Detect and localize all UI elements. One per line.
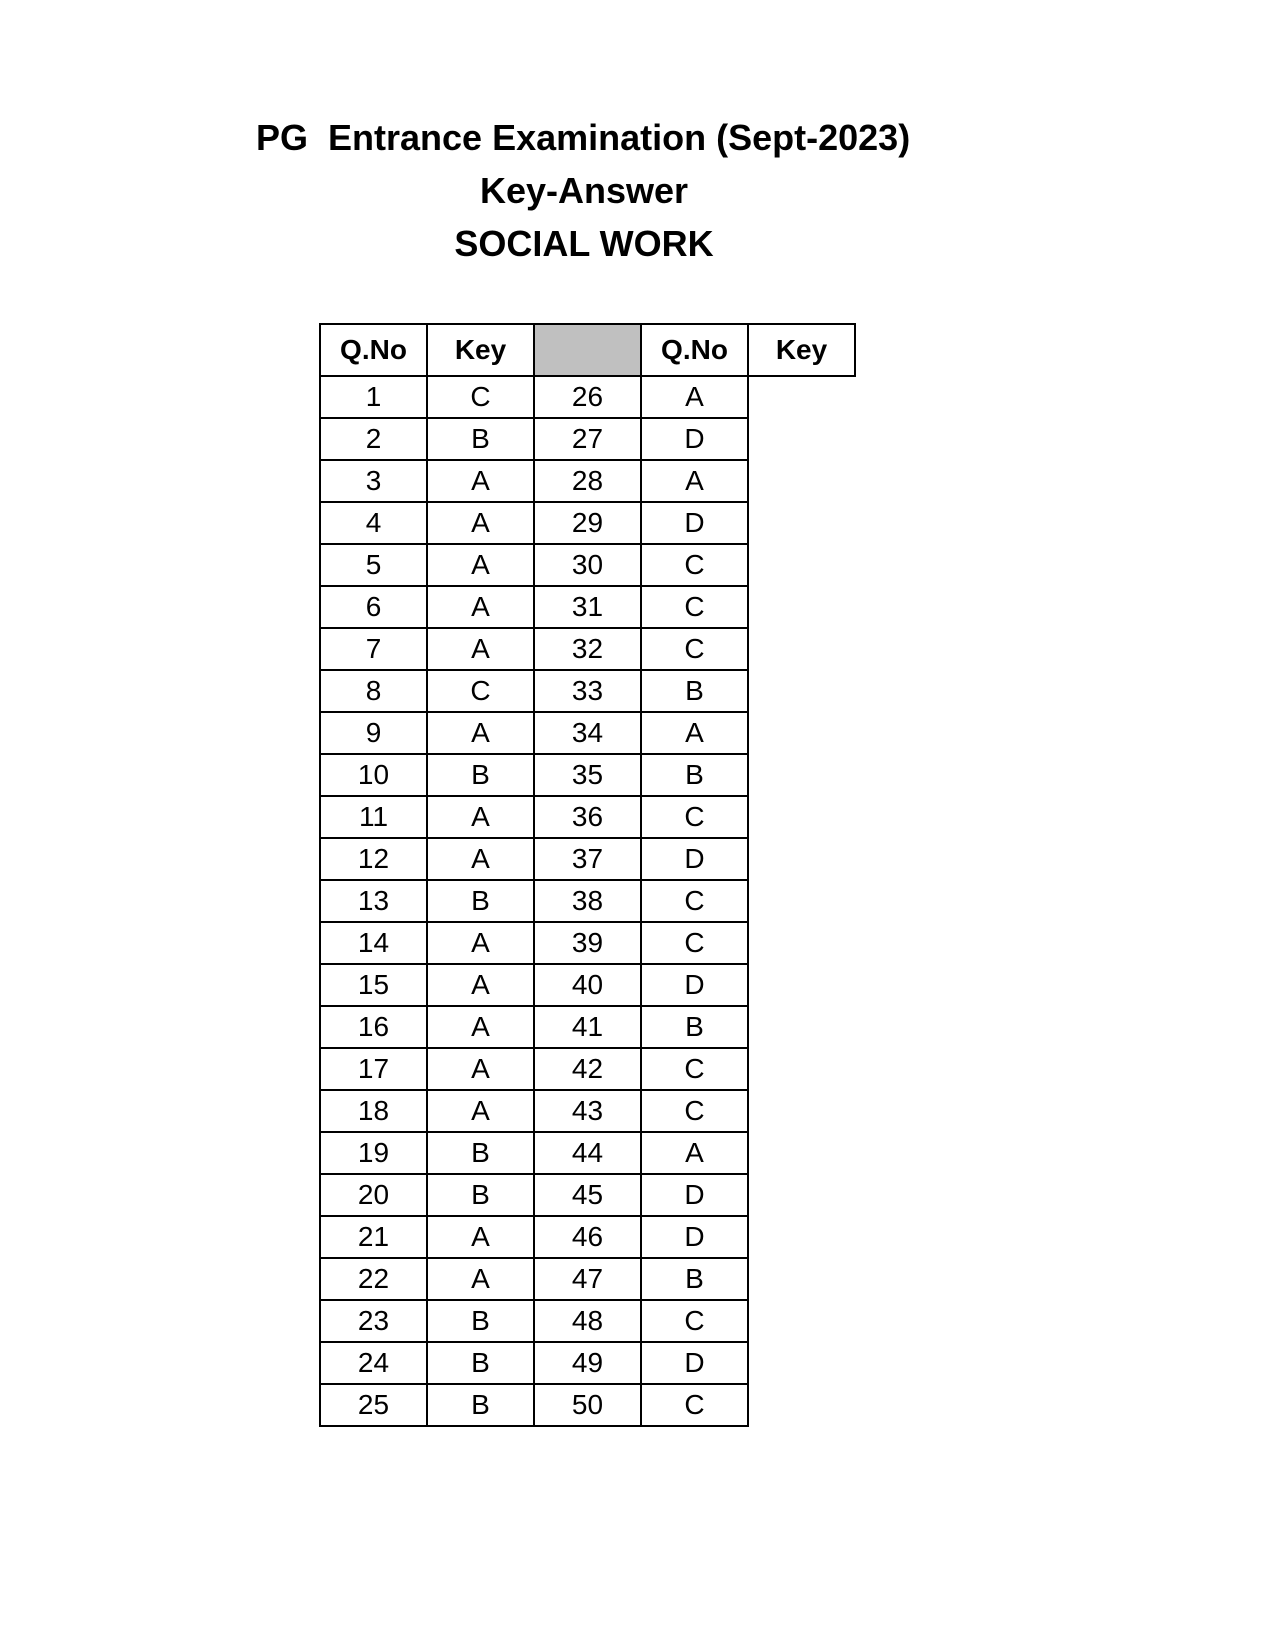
question-number-cell: 47 bbox=[534, 1258, 641, 1300]
answer-key-cell: B bbox=[427, 418, 534, 460]
question-number-cell: 30 bbox=[534, 544, 641, 586]
answer-key-cell: D bbox=[641, 964, 748, 1006]
answer-key-cell: C bbox=[641, 1048, 748, 1090]
question-number-cell: 8 bbox=[320, 670, 427, 712]
question-number-cell: 19 bbox=[320, 1132, 427, 1174]
answer-key-cell: B bbox=[641, 670, 748, 712]
answer-key-cell: B bbox=[427, 1300, 534, 1342]
question-number-cell: 1 bbox=[320, 376, 427, 418]
question-number-cell: 20 bbox=[320, 1174, 427, 1216]
question-number-cell: 41 bbox=[534, 1006, 641, 1048]
table-row bbox=[320, 1258, 855, 1300]
question-number-cell: 40 bbox=[534, 964, 641, 1006]
answer-key-cell: A bbox=[641, 460, 748, 502]
answer-key-cell: C bbox=[641, 1384, 748, 1426]
table-row bbox=[320, 1384, 855, 1426]
answer-key-table bbox=[319, 323, 856, 1427]
question-number-cell: 24 bbox=[320, 1342, 427, 1384]
answer-key-cell: C bbox=[427, 376, 534, 418]
question-number-cell: 35 bbox=[534, 754, 641, 796]
question-number-cell: 46 bbox=[534, 1216, 641, 1258]
question-number-cell: 14 bbox=[320, 922, 427, 964]
question-number-cell: 15 bbox=[320, 964, 427, 1006]
question-number-cell: 18 bbox=[320, 1090, 427, 1132]
table-row bbox=[320, 1132, 855, 1174]
question-number-cell: 31 bbox=[534, 586, 641, 628]
question-number-cell: 22 bbox=[320, 1258, 427, 1300]
question-number-cell: 33 bbox=[534, 670, 641, 712]
question-number-cell: 5 bbox=[320, 544, 427, 586]
column-header-key-right: Key bbox=[748, 324, 855, 376]
answer-key-cell: D bbox=[641, 838, 748, 880]
answer-key-cell: A bbox=[427, 712, 534, 754]
question-number-cell: 43 bbox=[534, 1090, 641, 1132]
answer-key-cell: A bbox=[641, 712, 748, 754]
question-number-cell: 38 bbox=[534, 880, 641, 922]
answer-key-cell: A bbox=[427, 1006, 534, 1048]
question-number-cell: 36 bbox=[534, 796, 641, 838]
question-number-cell: 48 bbox=[534, 1300, 641, 1342]
answer-key-cell: B bbox=[641, 754, 748, 796]
table-row bbox=[320, 1048, 855, 1090]
answer-key-cell: A bbox=[427, 1216, 534, 1258]
question-number-cell: 13 bbox=[320, 880, 427, 922]
table-row bbox=[320, 964, 855, 1006]
question-number-cell: 27 bbox=[534, 418, 641, 460]
answer-key-cell: D bbox=[641, 502, 748, 544]
answer-key-cell: A bbox=[427, 544, 534, 586]
answer-key-cell: B bbox=[427, 1342, 534, 1384]
table-row bbox=[320, 1090, 855, 1132]
answer-key-cell: A bbox=[427, 922, 534, 964]
table-row bbox=[320, 838, 855, 880]
answer-key-cell: D bbox=[641, 1342, 748, 1384]
answer-key-cell: D bbox=[641, 1216, 748, 1258]
question-number-cell: 28 bbox=[534, 460, 641, 502]
table-row bbox=[320, 1300, 855, 1342]
answer-key-cell: B bbox=[427, 880, 534, 922]
question-number-cell: 7 bbox=[320, 628, 427, 670]
answer-key-cell: A bbox=[427, 1258, 534, 1300]
answer-key-cell: D bbox=[641, 418, 748, 460]
table-row bbox=[320, 1216, 855, 1258]
question-number-cell: 12 bbox=[320, 838, 427, 880]
question-number-cell: 6 bbox=[320, 586, 427, 628]
table-row bbox=[320, 586, 855, 628]
question-number-cell: 11 bbox=[320, 796, 427, 838]
answer-key-cell: C bbox=[641, 1300, 748, 1342]
table-row bbox=[320, 502, 855, 544]
table-row bbox=[320, 754, 855, 796]
question-number-cell: 10 bbox=[320, 754, 427, 796]
question-number-cell: 26 bbox=[534, 376, 641, 418]
table-row bbox=[320, 460, 855, 502]
question-number-cell: 42 bbox=[534, 1048, 641, 1090]
column-header-qno-right: Q.No bbox=[641, 324, 748, 376]
answer-key-cell: B bbox=[427, 1132, 534, 1174]
question-number-cell: 44 bbox=[534, 1132, 641, 1174]
answer-key-cell: A bbox=[641, 376, 748, 418]
answer-key-cell: A bbox=[427, 460, 534, 502]
answer-key-cell: A bbox=[427, 628, 534, 670]
question-number-cell: 9 bbox=[320, 712, 427, 754]
question-number-cell: 45 bbox=[534, 1174, 641, 1216]
table-body bbox=[320, 376, 855, 1426]
table-row bbox=[320, 418, 855, 460]
table-row bbox=[320, 880, 855, 922]
question-number-cell: 29 bbox=[534, 502, 641, 544]
document-subtitle: Key-Answer bbox=[479, 170, 689, 211]
table-header-row bbox=[320, 324, 855, 376]
question-number-cell: 4 bbox=[320, 502, 427, 544]
question-number-cell: 21 bbox=[320, 1216, 427, 1258]
table-row bbox=[320, 1006, 855, 1048]
question-number-cell: 2 bbox=[320, 418, 427, 460]
answer-key-cell: C bbox=[641, 586, 748, 628]
question-number-cell: 17 bbox=[320, 1048, 427, 1090]
question-number-cell: 3 bbox=[320, 460, 427, 502]
answer-key-cell: B bbox=[427, 754, 534, 796]
answer-key-cell: A bbox=[427, 838, 534, 880]
table-row bbox=[320, 376, 855, 418]
column-header-key-left: Key bbox=[427, 324, 534, 376]
answer-key-cell: B bbox=[427, 1384, 534, 1426]
answer-key-cell: C bbox=[641, 544, 748, 586]
answer-key-cell: C bbox=[641, 922, 748, 964]
column-separator bbox=[534, 324, 641, 376]
answer-key-cell: A bbox=[427, 1090, 534, 1132]
answer-key-cell: C bbox=[641, 1090, 748, 1132]
question-number-cell: 37 bbox=[534, 838, 641, 880]
answer-key-cell: A bbox=[427, 796, 534, 838]
subject-name: SOCIAL WORK bbox=[454, 223, 714, 264]
table-row bbox=[320, 1342, 855, 1384]
question-number-cell: 39 bbox=[534, 922, 641, 964]
question-number-cell: 23 bbox=[320, 1300, 427, 1342]
table-row bbox=[320, 1174, 855, 1216]
question-number-cell: 16 bbox=[320, 1006, 427, 1048]
table-row bbox=[320, 712, 855, 754]
answer-key-cell: B bbox=[427, 1174, 534, 1216]
column-header-qno-left: Q.No bbox=[320, 324, 427, 376]
answer-key-cell: C bbox=[641, 628, 748, 670]
answer-key-cell: A bbox=[427, 502, 534, 544]
question-number-cell: 34 bbox=[534, 712, 641, 754]
answer-key-cell: D bbox=[641, 1174, 748, 1216]
question-number-cell: 32 bbox=[534, 628, 641, 670]
table-row bbox=[320, 670, 855, 712]
answer-key-cell: C bbox=[641, 880, 748, 922]
table-row bbox=[320, 544, 855, 586]
answer-key-cell: A bbox=[641, 1132, 748, 1174]
answer-key-cell: B bbox=[641, 1258, 748, 1300]
table-row bbox=[320, 922, 855, 964]
answer-key-cell: C bbox=[427, 670, 534, 712]
answer-key-cell: C bbox=[641, 796, 748, 838]
question-number-cell: 49 bbox=[534, 1342, 641, 1384]
question-number-cell: 50 bbox=[534, 1384, 641, 1426]
answer-key-cell: A bbox=[427, 964, 534, 1006]
answer-key-cell: A bbox=[427, 1048, 534, 1090]
exam-title: PG Entrance Examination (Sept-2023) bbox=[256, 117, 911, 158]
question-number-cell: 25 bbox=[320, 1384, 427, 1426]
table-row bbox=[320, 628, 855, 670]
answer-key-cell: B bbox=[641, 1006, 748, 1048]
answer-key-cell: A bbox=[427, 586, 534, 628]
table-row bbox=[320, 796, 855, 838]
